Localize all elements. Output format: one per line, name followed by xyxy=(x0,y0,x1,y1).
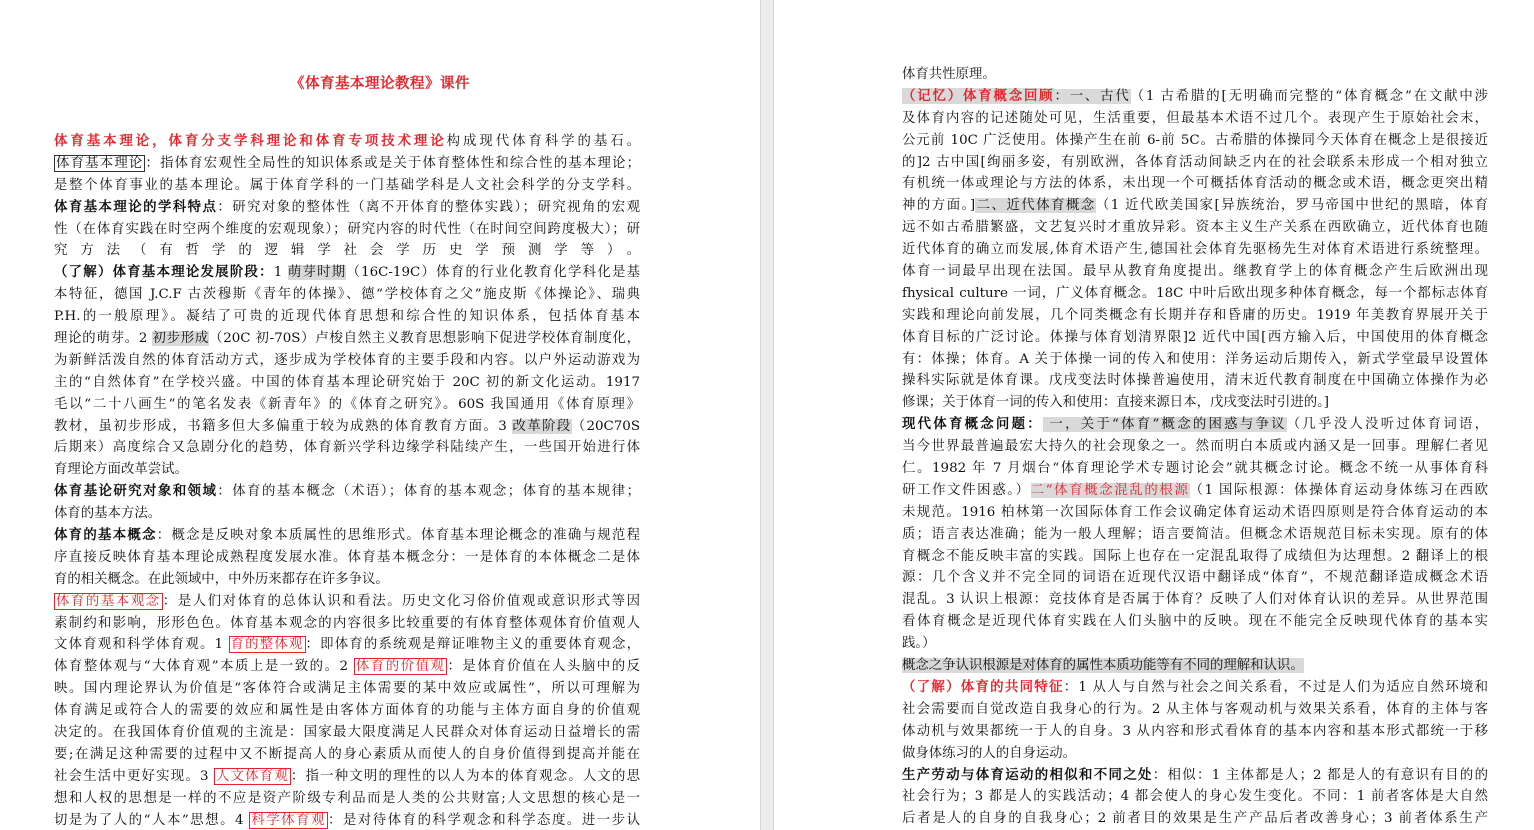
text-run: 体育一词最早出现在法国。最早从教育角度提出。继教育学上的体育概念产生后欧洲出现 xyxy=(902,264,1488,280)
text-line xyxy=(54,525,640,547)
text-run: 社会需要而自觉改造自我身心的行为。2 从主体与客观动机与效果关系看，体育的主体与客 xyxy=(902,701,1488,717)
text-run: 修课；关于体育一词的传入和使用：直接来源日本，戊戌变法时引进的。] xyxy=(902,395,1330,411)
text-run: 序直接反映体育基本理论成熟程度发展水准。体育基本概念分：一是体育的本体概念二是体 xyxy=(54,549,640,565)
text-line xyxy=(54,481,640,503)
text-line xyxy=(54,459,640,481)
text-line xyxy=(54,591,640,613)
text-line xyxy=(902,765,1488,787)
text-run: 践。） xyxy=(902,636,936,652)
boxed-term: 体育基本理论 xyxy=(56,155,144,171)
boxed-term: 体育的价值观 xyxy=(355,659,446,675)
text-run: 后者是人的自身的自我身心；2 前者目的效果是生产产品后者改善身心；3 前者体系生产 xyxy=(902,811,1488,827)
text-run: 体育满足或符合人的需要的效应和属性是由客体方面体育的功能与主体方面自身的价值观 xyxy=(54,703,640,719)
text-line xyxy=(54,350,640,372)
text-line xyxy=(54,372,640,394)
text-line xyxy=(54,306,640,328)
text-run: 有机统一体或理论与方法的体系，未出现一个可概括体育活动的概念或术语，概念更突出精 xyxy=(902,176,1488,192)
text-run: （20C70S xyxy=(571,418,640,434)
text-run: 决定的。在我国体育价值观的主流是：国家最大限度满足人民群众对体育运动日益增长的需 xyxy=(54,725,640,741)
text-line xyxy=(902,743,1488,765)
highlighted-text: 改革阶段 xyxy=(512,418,572,434)
highlighted-text: 二“体育概念混乱的根源 xyxy=(1030,482,1190,498)
text-line xyxy=(902,546,1488,568)
text-line xyxy=(54,175,640,197)
text-line xyxy=(902,633,1488,655)
text-run: 主的“自然体育”在学校兴盛。中国的体育基本理论研究始于 20C 初的新文化运动。1917 xyxy=(54,374,640,390)
text-run: 及体育内容的记述随处可见，生活重要，但最基本术语不过几个。表现产生于原始社会末， xyxy=(902,110,1488,126)
text-run: 公元前 10C 广泛使用。体操产生在前 6-前 5C。古希腊的体操同今天体育在概念上是很接近 xyxy=(902,132,1488,148)
text-line xyxy=(902,305,1488,327)
text-line xyxy=(902,699,1488,721)
text-run: 育的相关概念。在此领域中，中外历来都存在许多争议。 xyxy=(54,571,389,587)
text-line xyxy=(902,349,1488,371)
boxed-term: 育的整体观 xyxy=(230,637,304,653)
document-page-left xyxy=(0,0,760,830)
text-run: 实践和理论向前发展，几个同类概念有长期并存和昏庸的历史。1919 年美教育界展开关于 xyxy=(902,307,1488,323)
text-line xyxy=(54,656,640,678)
text-line xyxy=(902,195,1488,217)
text-run: 社会行为；3 都是人的实践活动；4 都会使人的身心发生变化。不同：1 前者客体是大自然 xyxy=(902,789,1488,805)
text-run: 现代体育概念问题： xyxy=(902,416,1043,433)
text-run: 究方法（有哲学的逻辑学社会学历史学预测学等）。 xyxy=(54,243,640,259)
text-line xyxy=(54,153,640,175)
text-run: 混乱。3 认识上根源：竞技体育是否属于体育？反映了人们对体育认识的差异。从世界范围 xyxy=(902,592,1488,608)
text-run: 操科实际就是体育课。戊戌变法时体操普遍使用，清末近代教育制度在中国确立体操作为必 xyxy=(902,373,1488,389)
text-line xyxy=(54,219,640,241)
text-run: 研工作文件困惑。） xyxy=(902,482,1031,498)
text-run: 素制约和影响，形形色色。体育基本观念的内容很多比较重要的有体育整体观体育价值观人 xyxy=(54,615,640,631)
text-line xyxy=(902,173,1488,195)
text-run: P.H.的一般原理》。凝结了可贵的近现代体育思想和综合性的知识体系，包括体育基本 xyxy=(54,309,640,325)
text-run: ：概念是反映对象本质属性的思维形式。体育基本理论概念的准确与规范程 xyxy=(156,528,640,544)
text-line xyxy=(54,744,640,766)
text-run: 文体育观和科学体育观。1 xyxy=(54,637,229,653)
text-line xyxy=(54,503,640,525)
text-line xyxy=(902,327,1488,349)
text-run: 毛以“二十八画生”的笔名发表《新青年》的《体育之研究》。60S 我国通用《体育原理》 xyxy=(54,396,640,412)
text-run: 体育基论研究对象和领域 xyxy=(54,483,218,500)
text-line xyxy=(902,370,1488,392)
boxed-term: 人文体育观 xyxy=(215,768,289,784)
text-run: 未规范。1916 柏林第一次国际体育工作会议确定体育运动术语四原则是符合体育运动的本 xyxy=(902,504,1488,520)
text-run: ：相似：1 主体都是人；2 都是人的有意识有目的的 xyxy=(1152,767,1488,783)
text-run: ：是对待体育的科学观念和科学态度。进一步认 xyxy=(328,812,640,828)
text-line xyxy=(54,284,640,306)
text-line xyxy=(902,502,1488,524)
text-run: （1 国际根源：体操体育运动身体练习在西欧 xyxy=(1189,482,1488,498)
text-run: 体动机与效果都统一于人的自身。3 从内容和形式看体育的基本内容和基本形式都统一于移 xyxy=(902,723,1488,739)
text-line xyxy=(902,64,1488,86)
text-line xyxy=(54,262,640,284)
text-run: ：即体育的系统观是辩证唯物主义的重要体育观念， xyxy=(305,637,640,653)
text-line xyxy=(54,547,640,569)
text-run: 切是为了人的“人本”思想。4 xyxy=(54,812,250,828)
highlighted-text: 概念之争认识根源是对体育的属性本质功能等有不同的理解和认识。 xyxy=(902,658,1304,674)
text-run: fhysical culture 一词，广义体育概念。18C 中叶后欧出现多种体育概念，每一个都标志体育 xyxy=(902,285,1488,301)
text-run: （16C-19C）体育的行业化教育化学科化是基 xyxy=(346,265,640,281)
text-run: 是整个体育事业的基本理论。属于体育学科的一门基础学科是人文社会科学的分支学科。 xyxy=(54,177,640,193)
text-line xyxy=(902,261,1488,283)
text-line xyxy=(902,108,1488,130)
text-run: 要;在满足这种需要的过程中又不断提高人的身心素质从而使人的自身价值得到提高并能在 xyxy=(54,746,640,762)
text-run: 体育整体观与“大体育观”本质上是一致的。2 xyxy=(54,659,354,675)
text-line xyxy=(902,611,1488,633)
text-line xyxy=(54,131,640,153)
text-run: ：指体育宏观性全局性的知识体系或是关于体育整体性和综合性的基本理论； xyxy=(145,155,640,171)
text-line xyxy=(54,722,640,744)
text-line xyxy=(902,392,1488,414)
text-line xyxy=(902,414,1488,436)
text-run: 1 xyxy=(273,265,288,281)
text-line xyxy=(54,394,640,416)
text-run: 体育共性原理。 xyxy=(902,67,996,82)
text-run: 为新鲜活泼自然的体育活动方式，逐步成为学校体育的主要手段和内容。以户外运动游戏为 xyxy=(54,352,640,368)
text-run: 理论的萌芽。2 xyxy=(54,331,153,347)
text-run: ：1 从人与自然与社会之间关系看，不过是人们为适应自然环境和 xyxy=(1063,679,1488,695)
text-line xyxy=(902,239,1488,261)
text-line xyxy=(902,721,1488,743)
highlighted-text: 初步形成 xyxy=(152,331,210,347)
text-run: ：是人们对体育的总体认识和看法。历史文化习俗价值观或意识形式等因 xyxy=(162,593,640,609)
text-run: 神的方面。] xyxy=(902,198,976,214)
text-line xyxy=(902,217,1488,239)
text-run: 的]2 古中国[绚丽多姿，有别欧洲，各体育活动间缺乏内在的社会联系未形成一个相对独立 xyxy=(902,154,1488,170)
text-line xyxy=(54,328,640,350)
text-line xyxy=(54,678,640,700)
text-line xyxy=(902,655,1488,677)
text-line xyxy=(54,766,640,788)
text-run: （了解）体育的共同特征 xyxy=(902,678,1064,695)
text-run: 质；语言表达准确；能为一般人理解；语言要简洁。但概念术语规范目标未实现。原有的体 xyxy=(902,526,1488,542)
text-run: 社会生活中更好实现。3 xyxy=(54,768,214,784)
text-run: ：研究对象的整体性（离不开体育的整体实践）；研究视角的宏观 xyxy=(217,199,640,215)
text-run: 做身体练习的人的自身运动。 xyxy=(902,745,1077,761)
text-run: 育理论方面改革尝试。 xyxy=(54,462,188,478)
text-run: 教材，虽初步形成，书籍多但大多偏重于较为成熟的体育教育方面。3 xyxy=(54,418,513,434)
text-line xyxy=(54,700,640,722)
text-run: 远不如古希腊繁盛，文艺复兴时才重放异彩。资本主义生产关系在西欧确立，近代体育也随 xyxy=(902,220,1488,236)
text-run: 育概念不能反映丰富的实践。国际上也存在一定混乱取得了成绩但为达理想。2 翻译上的根 xyxy=(902,548,1488,564)
text-run: （1 近代欧美国家[异族统治，罗马帝国中世纪的黑暗，体育 xyxy=(1095,198,1488,214)
text-run: 仁。1982 年 7 月烟台“体育理论学术专题讨论会”就其概念讨论。概念不统一从事体育科 xyxy=(902,461,1488,477)
highlighted-text: ： xyxy=(1054,88,1070,104)
text-line xyxy=(902,480,1488,502)
text-line xyxy=(54,788,640,810)
text-line xyxy=(54,810,640,830)
text-run: 性（在体育实践在时空两个维度的宏观现象）；研究内容的时代性（在时间空间跨度极大）；研 xyxy=(54,221,640,237)
text-run: （了解）体育基本理论发展阶段： xyxy=(54,264,274,281)
text-run: 近代体育的确立而发展,体育术语产生,德国社会体育先驱杨先生对体育术语进行系统整理。 xyxy=(902,242,1488,258)
highlighted-text: 一，关于“体育”概念的困惑与争议 xyxy=(1042,417,1287,433)
text-line xyxy=(902,524,1488,546)
text-line xyxy=(902,808,1488,830)
text-run: 看体育概念是近现代体育实践在人们头脑中的反映。现在不能完全反映现代体育的基本实 xyxy=(902,614,1488,630)
text-line xyxy=(902,589,1488,611)
highlighted-text: 二、近代体育概念 xyxy=(975,198,1096,214)
text-line xyxy=(902,436,1488,458)
text-line xyxy=(902,677,1488,699)
highlighted-text: 一、古代 xyxy=(1069,88,1131,104)
text-line xyxy=(54,197,640,219)
text-line xyxy=(902,152,1488,174)
text-run: 想和人权的思想是一样的不应是资产阶级专利品而是人类的公共财富;人文思想的核心是一 xyxy=(54,790,640,806)
text-run: 生产劳动与体育运动的相似和不同之处 xyxy=(902,766,1153,783)
text-run: 源：几个含义并不完全同的词语在近现代汉语中翻译成“体育”，不规范翻译造成概念术语 xyxy=(902,570,1488,586)
page-left-text xyxy=(54,131,640,830)
text-line xyxy=(54,634,640,656)
highlighted-text: （记忆）体育概念回顾 xyxy=(902,87,1055,104)
text-line xyxy=(902,567,1488,589)
text-run: 体育基本理论的学科特点 xyxy=(54,198,218,215)
text-line xyxy=(902,786,1488,808)
text-line xyxy=(902,130,1488,152)
text-run: 本特征，德国 J.C.F 古茨穆斯《青年的体操》、德“学校体育之父”施皮斯《体操论》、瑞典 xyxy=(54,287,640,303)
text-run: 当今世界最普遍最宏大持久的社会现象之一。然而明白本质或内涵又是一回事。理解仁者见 xyxy=(902,439,1488,455)
text-run: 体育基本理论，体育分支学科理论和体育专项技术理论 xyxy=(54,133,447,149)
text-run: ：体育的基本概念（术语）；体育的基本观念；体育的基本规律； xyxy=(217,484,640,500)
text-line xyxy=(54,613,640,635)
text-line xyxy=(54,437,640,459)
document-title: 《体育基本理论教程》课件 xyxy=(290,75,470,92)
text-line xyxy=(902,458,1488,480)
text-line xyxy=(54,240,640,262)
text-run: （1 古希腊的[无明确而完整的“体育概念”在文献中涉 xyxy=(1130,88,1488,104)
highlighted-text: 萌芽时期 xyxy=(287,265,347,281)
text-run: （20C 初-70S）卢梭自然主义教育思想影响下促进学校体育制度化， xyxy=(209,331,640,347)
text-run: ：指一种文明的理性的以人为本的体育观念。人文的思 xyxy=(290,768,640,784)
text-run: 体育目标的广泛讨论。体操与体育划清界限]2 近代中国[西方输入后，中国使用的体育概念 xyxy=(902,329,1488,345)
text-run: （几乎没人没听过体育词语， xyxy=(1286,417,1488,433)
text-run: 后期来）高度综合又急剧分化的趋势，体育新兴学科边缘学科陆续产生，一些国开始进行体 xyxy=(54,440,640,456)
document-page-right xyxy=(774,0,1534,830)
text-run: 体育的基本概念 xyxy=(54,527,157,544)
text-run: 映。国内理论界认为价值是“客体符合或满足主体需要的某中效应或属性”，所以可理解为 xyxy=(54,681,640,697)
boxed-term: 科学体育观 xyxy=(251,812,326,828)
text-run: ：是体育价值在人头脑中的反 xyxy=(447,659,640,675)
text-line xyxy=(54,569,640,591)
boxed-term: 体育的基本观念 xyxy=(56,593,161,609)
page-right-text xyxy=(902,64,1488,830)
text-line xyxy=(902,86,1488,108)
text-run: 有：体操；体育。A 关于体操一词的传入和使用：洋务运动后期传入，新式学堂最早设置体 xyxy=(902,351,1488,367)
text-line xyxy=(902,283,1488,305)
page-gutter xyxy=(760,0,774,830)
text-run: 构成现代体育科学的基石。 xyxy=(446,134,640,149)
text-line xyxy=(54,416,640,438)
text-run: 体育的基本方法。 xyxy=(54,506,162,522)
